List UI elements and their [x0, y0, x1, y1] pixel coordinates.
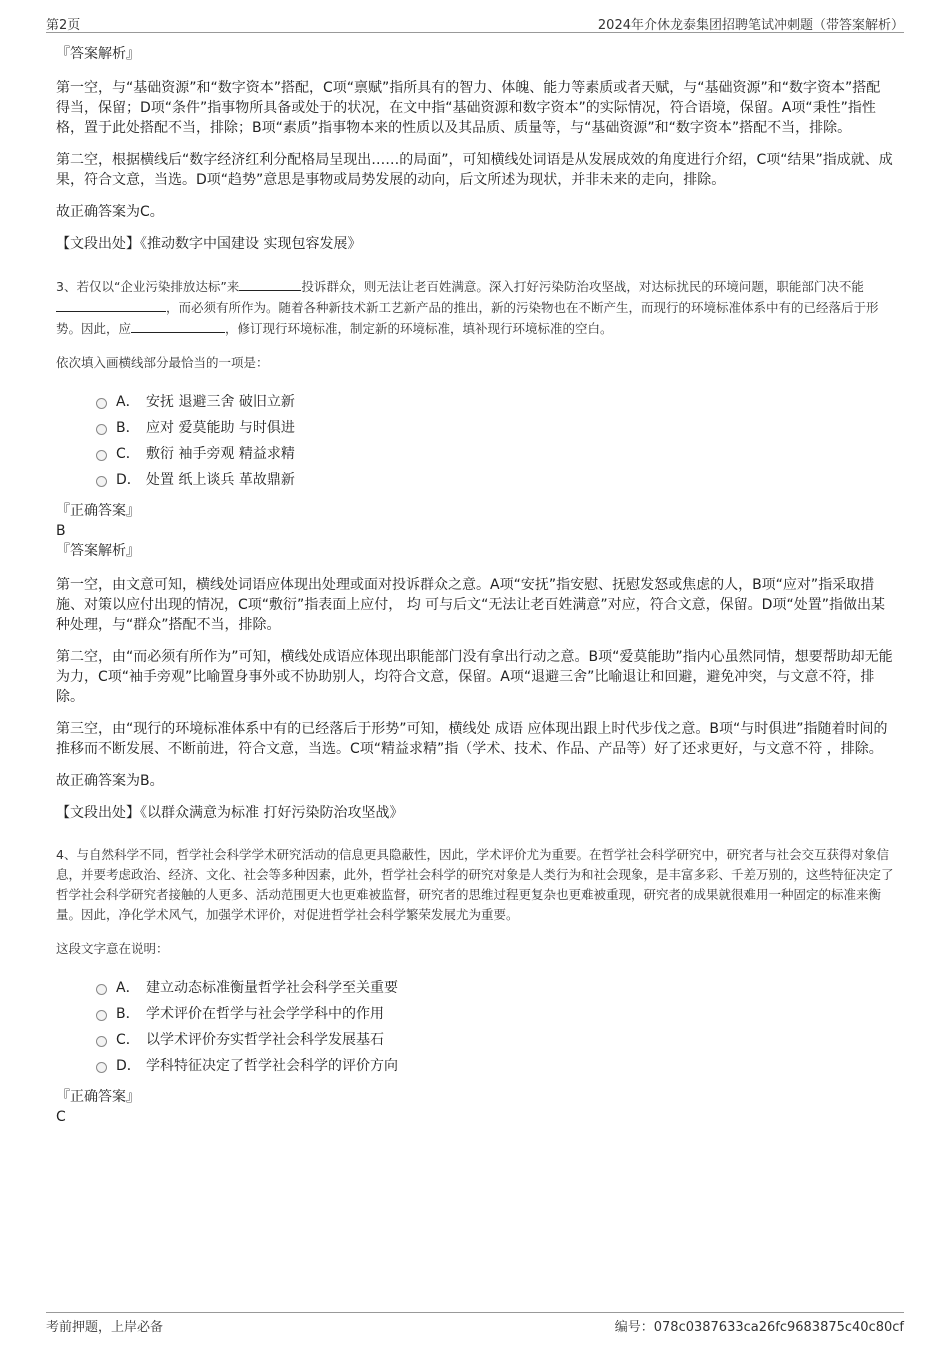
q3-analysis-label: 『答案解析』 [56, 543, 140, 559]
q4-options [96, 975, 894, 1079]
q3-option-b[interactable]: B． 应对 爱莫能助 与时俱进 [96, 415, 894, 441]
blank-1 [239, 276, 301, 291]
footer-slogan: 考前押题，上岸必备 [46, 1320, 164, 1335]
document-id: 编号：078c0387633ca26fc9683875c40c80cf [614, 1320, 904, 1335]
q4-stem: 4、与自然科学不同，哲学社会科学学术研究活动的信息更具隐蔽性，因此，学术评价尤为重要。在哲学社会科学研究中，研究者与社会交互获得对象信息，并要考虑政治、经济、文化、社会等多种因素，此外，哲学社会科学的研究对象是人类行为和社会现象，是丰富多彩、千差万别的，这些特征决定了哲学社会科学研究者接触的人更多、活动范围更大也更难被监督，研究者的思维过程更复杂也更难被重现，研究者的成果就很难用一种固定的标准来衡量。因此，净化学术风气，加强学术评价，对促进哲学社会科学繁荣发展尤为重要。 [56, 847, 894, 922]
q3-options [96, 389, 894, 493]
q3-stem: 3、若仅以“企业污染排放达标”来 投诉群众，则无法让老百姓满意。深入打好污染防治攻坚战，对达标扰民的环境问题，职能部门决不能，而必须有所作为。随着各种新技术新工艺新产品的推出，新的污染物也在不断产生，而现行的环境标准体系中有的已经落后于形势。因此，应 ，修订现行环境标准，制定新的环境标准，填补现行环境标准的空白。 [56, 276, 894, 339]
q4-answer-label: 『正确答案』 [56, 1089, 140, 1105]
q3-analysis-para: 第一空，由文意可知，横线处词语应体现出处理或面对投诉群众之意。A项“安抚”指安慰、抚慰发怒或焦虑的人，B项“应对”指采取措施、对策以应付出现的情况，C项“敷衍”指表面上应付， 均 可与后文“无法让老百姓满意”对应，符合文意，保留。D项“处置”指做出某种处理，与“群众”搭配不当，排除。 [56, 577, 885, 633]
document-title: 2024年介休龙泰集团招聘笔试冲刺题（带答案解析） [597, 18, 904, 33]
q4-option-b[interactable]: B． 学术评价在哲学与社会学学科中的作用 [96, 1001, 894, 1027]
page-content [56, 44, 894, 1127]
q4-prompt: 这段文字意在说明： [56, 941, 169, 956]
q2-source: 【文段出处】《推动数字中国建设 实现包容发展》 [56, 236, 362, 252]
page-header [46, 12, 904, 33]
q2-analysis-para: 第一空，与“基础资源”和“数字资本”搭配，C项“禀赋”指所具有的智力、体魄、能力等素质或者天赋，与“基础资源”和“数字资本”搭配得当，保留；D项“条件”指事物所具备或处于的状况，在文中指“基础资源和数字资本”的实际情况，符合语境，保留。A项“秉性”指性格，置于此处搭配不当，排除；B项“素质”指事物本来的性质以及其品质、质量等，与“基础资源”和“数字资本”搭配不当，排除。 [56, 80, 881, 136]
q3-option-d[interactable]: D． 处置 纸上谈兵 革故鼎新 [96, 467, 894, 493]
radio-icon[interactable] [96, 424, 107, 435]
q3-option-a[interactable]: A． 安抚 退避三舍 破旧立新 [96, 389, 894, 415]
q4-option-c[interactable]: C． 以学术评价夯实哲学社会科学发展基石 [96, 1027, 894, 1053]
q3-answer-label: 『正确答案』 [56, 503, 140, 519]
q3-prompt: 依次填入画横线部分最恰当的一项是： [56, 355, 269, 370]
q3-analysis-para: 第二空，由“而必须有所作为”可知，横线处成语应体现出职能部门没有拿出行动之意。B项“爱莫能助”指内心虽然同情，想要帮助却无能为力，C项“袖手旁观”比喻置身事外或不协助别人，均符合文意，保留。A项“退避三舍”比喻退让和回避，避免冲突，与文意不符，排除。 [56, 649, 893, 705]
q4-option-a[interactable]: A． 建立动态标准衡量哲学社会科学至关重要 [96, 975, 894, 1001]
q3-analysis-para: 第三空，由“现行的环境标准体系中有的已经落后于形势”可知，横线处 成语 应体现出跟上时代步伐之意。B项“与时俱进”指随着时间的推移而不断发展、不断前进，符合文意，当选。C项“精益求精”指（学术、技术、作品、产品等）好了还求更好，与文意不符 ，排除。 [56, 721, 888, 757]
blank-2 [56, 297, 166, 312]
page-number: 第2页 [46, 18, 81, 33]
radio-icon[interactable] [96, 398, 107, 409]
radio-icon[interactable] [96, 476, 107, 487]
q3-conclusion: 故正确答案为B。 [56, 773, 164, 789]
q2-conclusion: 故正确答案为C。 [56, 204, 164, 220]
q3-source: 【文段出处】《以群众满意为标准 打好污染防治攻坚战》 [56, 805, 404, 821]
q4-option-d[interactable]: D． 学科特征决定了哲学社会科学的评价方向 [96, 1053, 894, 1079]
blank-3 [131, 318, 225, 333]
q2-analysis-label: 『答案解析』 [56, 46, 140, 62]
radio-icon[interactable] [96, 450, 107, 461]
q3-answer: B [56, 523, 66, 539]
q3-option-c[interactable]: C． 敷衍 袖手旁观 精益求精 [96, 441, 894, 467]
q2-analysis-para: 第二空，根据横线后“数字经济红利分配格局呈现出……的局面”，可知横线处词语是从发展成效的角度进行介绍，C项“结果”指成就、成果，符合文意，当选。D项“趋势”意思是事物或局势发展的动向，后文所述为现状，并非未来的走向，排除。 [56, 152, 893, 188]
radio-icon[interactable] [96, 1062, 107, 1073]
radio-icon[interactable] [96, 1036, 107, 1047]
radio-icon[interactable] [96, 984, 107, 995]
q4-answer: C [56, 1109, 66, 1125]
radio-icon[interactable] [96, 1010, 107, 1021]
page-footer [46, 1312, 904, 1335]
